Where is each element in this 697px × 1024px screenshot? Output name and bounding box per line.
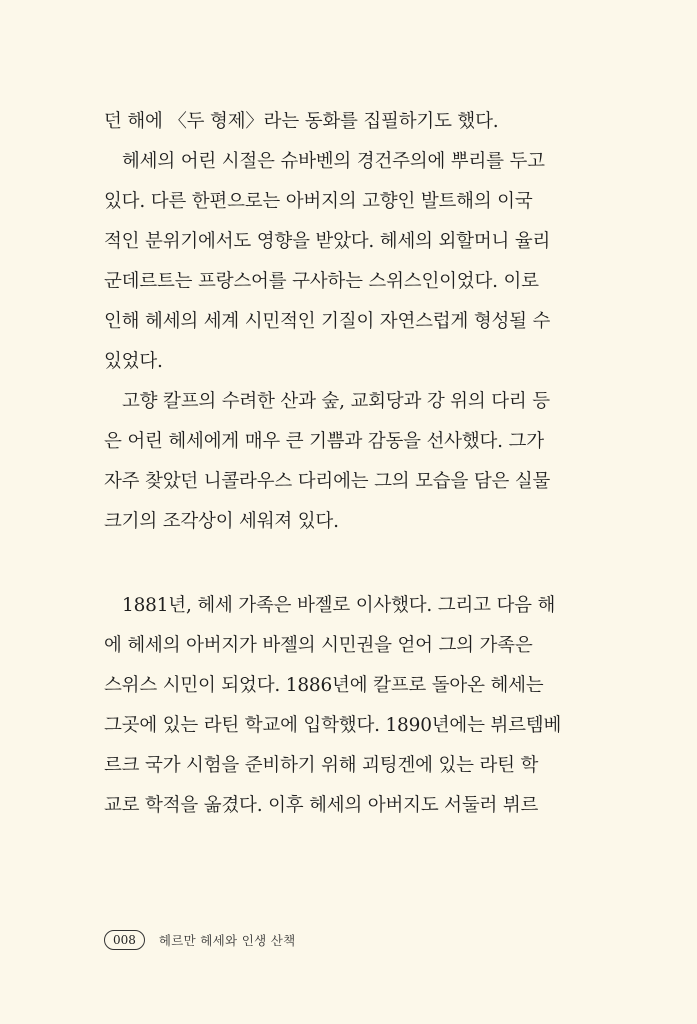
body-text-section-2 [104,586,574,826]
text-line: 인해 헤세의 세계 시민적인 기질이 자연스럽게 형성될 수 [104,311,551,332]
text-line: 그곳에 있는 라틴 학교에 입학했다. 1890년에는 뷔르템베 [104,715,562,736]
text-line: 1881년, 헤세 가족은 바젤로 이사했다. 그리고 다음 해 [122,595,556,616]
text-line: 르크 국가 시험을 준비하기 위해 괴팅겐에 있는 라틴 학 [104,755,539,776]
page-footer [104,929,295,951]
text-line: 있었다. [104,351,163,372]
text-line: 에 헤세의 아버지가 바젤의 시민권을 얻어 그의 가족은 [104,635,533,656]
text-line: 고향 칼프의 수려한 산과 숲, 교회당과 강 위의 다리 등 [122,391,550,412]
page-number: 008 [104,930,145,950]
text-line: 교로 학적을 옮겼다. 이후 헤세의 아버지도 서둘러 뷔르 [104,795,539,816]
running-book-title: 헤르만 헤세와 인생 산책 [158,933,296,948]
body-text-section-1 [104,102,574,542]
text-line: 자주 찾았던 니콜라우스 다리에는 그의 모습을 담은 실물 [104,471,551,492]
text-line: 군데르트는 프랑스어를 구사하는 스위스인이었다. 이로 [104,271,539,292]
text-line: 던 해에 〈두 형제〉라는 동화를 집필하기도 했다. [104,111,499,132]
text-line: 은 어린 헤세에게 매우 큰 기쁨과 감동을 선사했다. 그가 [104,431,544,452]
text-line: 있다. 다른 한편으로는 아버지의 고향인 발트해의 이국 [104,191,533,212]
text-line: 스위스 시민이 되었다. 1886년에 칼프로 돌아온 헤세는 [104,675,544,696]
text-line: 적인 분위기에서도 영향을 받았다. 헤세의 외할머니 율리 [104,231,551,252]
text-line: 크기의 조각상이 세워져 있다. [104,511,339,532]
text-line: 헤세의 어린 시절은 슈바벤의 경건주의에 뿌리를 두고 [122,151,545,172]
